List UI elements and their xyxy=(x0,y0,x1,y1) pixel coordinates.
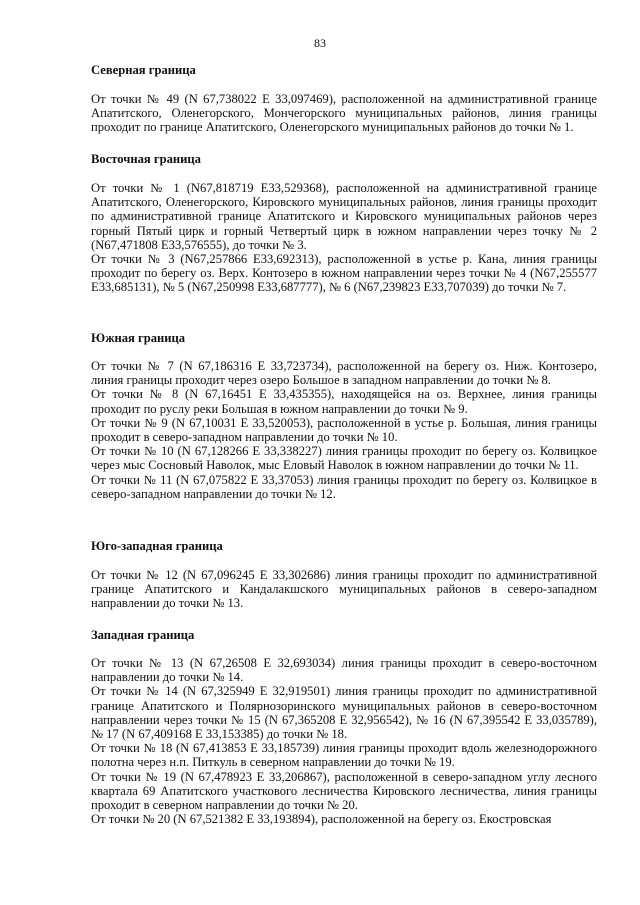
section-body-north xyxy=(91,92,597,135)
paragraph: От точки № 8 (N 67,16451 E 33,435355), находящейся на оз. Верхнее, линия границы проходит по руслу реки Большая в южном направлении до точки № 9. xyxy=(91,387,597,416)
paragraph: От точки № 19 (N 67,478923 E 33,206867), расположенной в северо-западном углу лесного квартала 69 Апатитского участкового лесничества Кировского лесничества, линия границы проходит в северном направлении до точки № 20. xyxy=(91,769,597,813)
section-body-east xyxy=(91,181,597,295)
page-number: 83 xyxy=(314,36,326,50)
section-heading-north: Северная граница xyxy=(91,63,196,77)
paragraph: От точки № 11 (N 67,075822 E 33,37053) линия границы проходит по берегу оз. Колвицкое в северо-западном направлении до точки № 12. xyxy=(91,472,597,501)
section-body-west xyxy=(91,656,597,826)
paragraph: От точки № 7 (N 67,186316 E 33,723734), расположенной на берегу оз. Ниж. Контозеро, линия границы проходит через озеро Большое в западном направлении до точки № 8. xyxy=(91,359,597,388)
paragraph: От точки № 20 (N 67,521382 E 33,193894), расположенной на берегу оз. Екостровская xyxy=(91,812,552,827)
paragraph: От точки № 14 (N 67,325949 E 32,919501) линия границы проходит по административной границе Апатитского и Полярнозоринского муниципальных районов в северо-восточном направлении через точки № 15 (N 67,365208 E 32,956542), № 16 (N 67,395542 E 33,035789), № 17 (N 67,409168 E 33,153385) до точки № 18. xyxy=(91,684,597,742)
paragraph: От точки № 9 (N 67,10031 E 33,520053), расположенной в устье р. Большая, линия границы проходит в северо-западном направлении до точки № 10. xyxy=(91,415,597,445)
paragraph: От точки № 3 (N67,257866 E33,692313), расположенной в устье р. Кана, линия границы проходит по берегу оз. Верх. Контозеро в южном направлении через точки № 4 (N67,255577 E33,685131), № 5 (N67,250998 E33,687777), № 6 (N67,239823 E33,707039) до точки № 7. xyxy=(91,252,597,295)
paragraph: От точки № 1 (N67,818719 E33,529368), расположенной на административной границе Апатитского, Оленегорского, Кировского муниципальных районов, линия границы проходит по административной границе Апатитского и Кировского муниципальных районов через горный Пятый цирк и горный Четвертый цирк в южном направлении через точку № 2 (N67,471808 E33,576555), до точки № 3. xyxy=(91,181,597,252)
paragraph: От точки № 12 (N 67,096245 E 33,302686) линия границы проходит по административной границе Апатитского и Кандалакшского муниципальных районов в северо-западном направлении до точки № 13. xyxy=(91,568,597,611)
paragraph: От точки № 10 (N 67,128266 E 33,338227) линия границы проходит по берегу оз. Колвицкое через мыс Сосновый Наволок, мыс Еловый Наволок в южном направлении до точки № 11. xyxy=(91,444,597,473)
paragraph: От точки № 49 (N 67,738022 Е 33,097469), расположенной на административной границе Апатитского, Оленегорского, Мончегорского муниципальных районов, линия границы проходит по границе Апатитского, Оленегорского муниципальных районов до точки № 1. xyxy=(91,92,597,135)
section-heading-south: Южная граница xyxy=(91,331,186,345)
section-body-southwest xyxy=(91,568,597,611)
paragraph: От точки № 18 (N 67,413853 E 33,185739) линия границы проходит вдоль железнодорожного полотна через н.п. Питкуль в северном направлении до точки № 19. xyxy=(91,741,597,770)
section-heading-east: Восточная граница xyxy=(91,152,201,166)
section-body-south xyxy=(91,359,597,501)
paragraph: От точки № 13 (N 67,26508 E 32,693034) линия границы проходит в северо-восточном направлении до точки № 14. xyxy=(91,656,597,685)
section-heading-west: Западная граница xyxy=(91,628,195,642)
section-heading-southwest: Юго-западная граница xyxy=(91,539,223,553)
